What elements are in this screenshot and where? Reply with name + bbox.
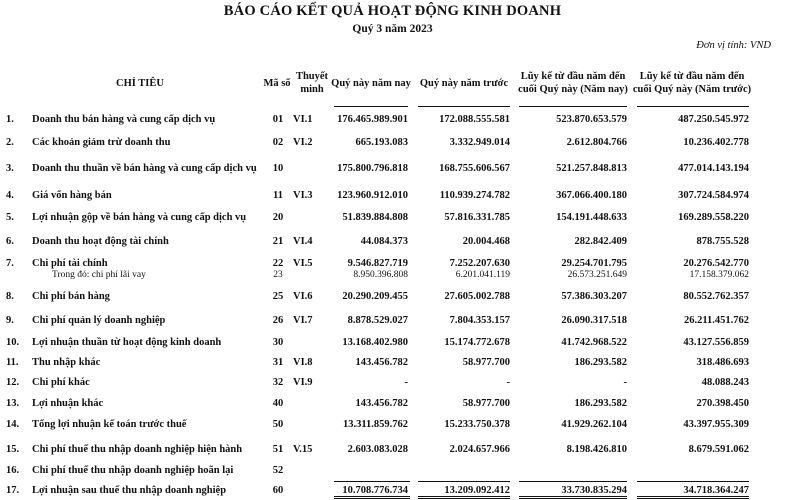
value-current-quarter: 13.311.859.762 bbox=[342, 419, 408, 430]
double-underline bbox=[418, 496, 510, 499]
row-code: 23 bbox=[273, 270, 283, 280]
table-row bbox=[0, 356, 785, 370]
value-prior-quarter: 13.209.092.412 bbox=[444, 485, 510, 496]
value-ytd-current: 154.191.448.633 bbox=[556, 212, 627, 223]
value-current-quarter: 143.456.782 bbox=[355, 357, 408, 368]
value-ytd-prior: 20.276.542.770 bbox=[683, 258, 749, 269]
total-rule bbox=[418, 481, 510, 482]
value-ytd-prior: 878.755.528 bbox=[696, 236, 749, 247]
row-code: 60 bbox=[272, 485, 284, 496]
row-code: 21 bbox=[272, 236, 284, 247]
value-current-quarter: 143.456.782 bbox=[355, 398, 408, 409]
row-note: VI.7 bbox=[293, 315, 313, 326]
value-ytd-prior: 17.158.379.062 bbox=[689, 270, 749, 280]
value-ytd-prior: 43.127.556.859 bbox=[683, 337, 749, 348]
report-title: BÁO CÁO KẾT QUẢ HOẠT ĐỘNG KINH DOANH bbox=[223, 3, 562, 19]
row-number: 3. bbox=[6, 163, 14, 174]
value-ytd-prior: 10.236.402.778 bbox=[683, 137, 749, 148]
row-number: 6. bbox=[6, 236, 14, 247]
value-prior-quarter: 172.088.555.581 bbox=[439, 114, 510, 125]
row-label: Lợi nhuận gộp về bán hàng và cung cấp dịch vụ bbox=[32, 212, 247, 223]
value-prior-quarter: 7.804.353.157 bbox=[449, 315, 510, 326]
currency-unit: Đơn vị tính: VND bbox=[696, 40, 771, 51]
row-code: 11 bbox=[273, 190, 283, 201]
value-ytd-prior: 307.724.584.974 bbox=[678, 190, 749, 201]
value-current-quarter: 176.465.989.901 bbox=[337, 114, 408, 125]
row-note: VI.1 bbox=[293, 114, 313, 125]
row-code: 52 bbox=[272, 465, 284, 476]
value-current-quarter: 51.839.884.808 bbox=[342, 212, 408, 223]
row-label: Giá vốn hàng bán bbox=[32, 190, 112, 201]
value-ytd-current: 367.066.400.180 bbox=[556, 190, 627, 201]
row-label: Lợi nhuận khác bbox=[32, 398, 104, 409]
row-label: Doanh thu hoạt động tài chính bbox=[32, 236, 169, 247]
row-code: 30 bbox=[272, 337, 284, 348]
row-label: Chi phí thuế thu nhập doanh nghiệp hiện hành bbox=[32, 444, 243, 455]
row-number: 2. bbox=[6, 137, 14, 148]
header-underline bbox=[418, 106, 510, 107]
value-ytd-prior: 26.211.451.762 bbox=[683, 315, 749, 326]
table-row bbox=[0, 113, 785, 127]
value-prior-quarter: 20.004.468 bbox=[462, 236, 510, 247]
value-ytd-prior: 270.398.450 bbox=[696, 398, 749, 409]
header-current-quarter: Quý này năm nay bbox=[331, 77, 411, 89]
table-row bbox=[0, 290, 785, 304]
row-label: Thu nhập khác bbox=[32, 357, 101, 368]
value-ytd-current: 41.929.262.104 bbox=[561, 419, 627, 430]
row-number: 11. bbox=[6, 357, 19, 368]
row-code: 20 bbox=[272, 212, 284, 223]
value-current-quarter: 8.878.529.027 bbox=[347, 315, 408, 326]
table-row bbox=[0, 211, 785, 225]
value-ytd-current: 186.293.582 bbox=[574, 357, 627, 368]
value-prior-quarter: - bbox=[506, 377, 510, 388]
value-current-quarter: 8.950.396.808 bbox=[353, 270, 408, 280]
row-code: 22 bbox=[272, 258, 284, 269]
row-label: Doanh thu thuần về bán hàng và cung cấp dịch vụ bbox=[32, 163, 257, 174]
header-underline bbox=[637, 106, 749, 107]
header-ytd-prior: Lũy kế từ đầu năm đến cuối Quý này (Năm trước) bbox=[632, 71, 752, 95]
table-row bbox=[0, 314, 785, 328]
row-note: VI.8 bbox=[293, 357, 313, 368]
row-number: 7. bbox=[6, 258, 14, 269]
value-prior-quarter: 7.252.207.630 bbox=[449, 258, 510, 269]
row-number: 9. bbox=[6, 315, 14, 326]
value-prior-quarter: 58.977.700 bbox=[462, 398, 510, 409]
double-underline bbox=[519, 496, 627, 499]
row-note: V.15 bbox=[293, 444, 313, 455]
value-prior-quarter: 110.939.274.782 bbox=[439, 190, 510, 201]
value-prior-quarter: 2.024.657.966 bbox=[449, 444, 510, 455]
value-prior-quarter: 57.816.331.785 bbox=[444, 212, 510, 223]
row-code: 10 bbox=[272, 163, 284, 174]
row-number: 17. bbox=[6, 485, 20, 496]
row-label: Lợi nhuận sau thuế thu nhập doanh nghiệp bbox=[32, 485, 227, 496]
value-ytd-prior: 43.397.955.309 bbox=[683, 419, 749, 430]
value-prior-quarter: 6.201.041.119 bbox=[455, 270, 510, 280]
value-ytd-current: - bbox=[623, 377, 627, 388]
row-label: Chi phí khác bbox=[32, 377, 90, 388]
row-code: 31 bbox=[272, 357, 284, 368]
value-ytd-current: 57.386.303.207 bbox=[561, 291, 627, 302]
row-note: VI.4 bbox=[293, 236, 313, 247]
table-row bbox=[0, 464, 785, 478]
value-prior-quarter: 3.332.949.014 bbox=[449, 137, 510, 148]
value-prior-quarter: 168.755.606.567 bbox=[439, 163, 510, 174]
row-label: Tổng lợi nhuận kế toán trước thuế bbox=[32, 419, 187, 430]
row-code: 01 bbox=[272, 114, 284, 125]
header-prior-quarter: Quý này năm trước bbox=[419, 77, 509, 89]
table-row bbox=[0, 418, 785, 432]
row-number: 8. bbox=[6, 291, 14, 302]
value-prior-quarter: 15.174.772.678 bbox=[444, 337, 510, 348]
value-prior-quarter: 27.605.002.788 bbox=[444, 291, 510, 302]
row-label: Chi phí tài chính bbox=[32, 258, 108, 269]
value-ytd-current: 8.198.426.810 bbox=[566, 444, 627, 455]
value-current-quarter: 665.193.083 bbox=[355, 137, 408, 148]
row-number: 15. bbox=[6, 444, 20, 455]
header-underline bbox=[334, 106, 408, 107]
value-ytd-prior: 34.718.364.247 bbox=[683, 485, 749, 496]
header-item: CHỈ TIÊU bbox=[116, 77, 164, 89]
table-row bbox=[0, 235, 785, 249]
row-number: 5. bbox=[6, 212, 14, 223]
value-ytd-prior: 8.679.591.062 bbox=[688, 444, 749, 455]
table-row bbox=[0, 336, 785, 350]
value-ytd-current: 523.870.653.579 bbox=[556, 114, 627, 125]
header-note: Thuyết minh bbox=[295, 71, 329, 95]
value-ytd-current: 282.842.409 bbox=[574, 236, 627, 247]
table-row bbox=[0, 136, 785, 150]
table-row bbox=[0, 189, 785, 203]
row-number: 13. bbox=[6, 398, 20, 409]
row-note: VI.6 bbox=[293, 291, 313, 302]
double-underline bbox=[334, 496, 410, 499]
row-note: VI.3 bbox=[293, 190, 313, 201]
value-prior-quarter: 15.233.750.378 bbox=[444, 419, 510, 430]
row-label: Doanh thu bán hàng và cung cấp dịch vụ bbox=[32, 114, 216, 125]
row-number: 12. bbox=[6, 377, 20, 388]
row-label: Chi phí bán hàng bbox=[32, 291, 110, 302]
total-rule bbox=[519, 481, 627, 482]
value-ytd-current: 26.090.317.518 bbox=[561, 315, 627, 326]
row-number: 14. bbox=[6, 419, 20, 430]
row-code: 50 bbox=[272, 419, 284, 430]
row-code: 32 bbox=[272, 377, 284, 388]
row-label: Các khoản giảm trừ doanh thu bbox=[32, 137, 171, 148]
table-row bbox=[0, 376, 785, 390]
row-code: 40 bbox=[272, 398, 284, 409]
row-number: 1. bbox=[6, 114, 14, 125]
value-ytd-current: 521.257.848.813 bbox=[556, 163, 627, 174]
value-ytd-prior: 477.014.143.194 bbox=[678, 163, 749, 174]
report-period: Quý 3 năm 2023 bbox=[352, 23, 433, 35]
value-current-quarter: - bbox=[404, 377, 408, 388]
table-row bbox=[0, 268, 785, 282]
value-current-quarter: 44.084.373 bbox=[360, 236, 408, 247]
value-current-quarter: 9.546.827.719 bbox=[347, 258, 408, 269]
row-code: 51 bbox=[272, 444, 284, 455]
value-ytd-prior: 318.486.693 bbox=[696, 357, 749, 368]
table-row bbox=[0, 443, 785, 457]
value-current-quarter: 10.708.776.734 bbox=[342, 485, 408, 496]
table-row bbox=[0, 162, 785, 176]
double-underline bbox=[637, 496, 749, 499]
value-ytd-prior: 80.552.762.357 bbox=[683, 291, 749, 302]
value-current-quarter: 123.960.912.010 bbox=[337, 190, 408, 201]
table-row bbox=[0, 397, 785, 411]
value-current-quarter: 20.290.209.455 bbox=[342, 291, 408, 302]
row-number: 10. bbox=[6, 337, 20, 348]
value-current-quarter: 2.603.083.028 bbox=[347, 444, 408, 455]
total-rule bbox=[334, 481, 410, 482]
value-ytd-prior: 487.250.545.972 bbox=[678, 114, 749, 125]
row-note: VI.9 bbox=[293, 377, 313, 388]
row-label: Chi phí quản lý doanh nghiệp bbox=[32, 315, 166, 326]
total-rule bbox=[637, 481, 749, 482]
value-prior-quarter: 58.977.700 bbox=[462, 357, 510, 368]
value-ytd-current: 186.293.582 bbox=[574, 398, 627, 409]
value-ytd-current: 2.612.804.766 bbox=[566, 137, 627, 148]
value-current-quarter: 13.168.402.980 bbox=[342, 337, 408, 348]
row-code: 26 bbox=[272, 315, 284, 326]
row-note: VI.2 bbox=[293, 137, 313, 148]
value-ytd-prior: 48.088.243 bbox=[701, 377, 749, 388]
value-ytd-current: 26.573.251.649 bbox=[567, 270, 627, 280]
row-number: 4. bbox=[6, 190, 14, 201]
value-ytd-current: 33.730.835.294 bbox=[561, 485, 627, 496]
row-note: VI.5 bbox=[293, 258, 313, 269]
header-code: Mã số bbox=[263, 77, 291, 89]
header-ytd-current: Lũy kế từ đầu năm đến cuối Quý này (Năm nay) bbox=[518, 71, 628, 95]
value-ytd-current: 41.742.968.522 bbox=[561, 337, 627, 348]
row-number: 16. bbox=[6, 465, 20, 476]
row-code: 25 bbox=[272, 291, 284, 302]
row-label: Lợi nhuận thuần từ hoạt động kinh doanh bbox=[32, 337, 222, 348]
header-underline bbox=[519, 106, 627, 107]
row-code: 02 bbox=[272, 137, 284, 148]
value-ytd-current: 29.254.701.795 bbox=[561, 258, 627, 269]
row-label: Chi phí thuế thu nhập doanh nghiệp hoãn lại bbox=[32, 465, 234, 476]
row-label: Trong đó: chi phí lãi vay bbox=[52, 270, 146, 280]
value-ytd-prior: 169.289.558.220 bbox=[678, 212, 749, 223]
value-current-quarter: 175.800.796.818 bbox=[337, 163, 408, 174]
